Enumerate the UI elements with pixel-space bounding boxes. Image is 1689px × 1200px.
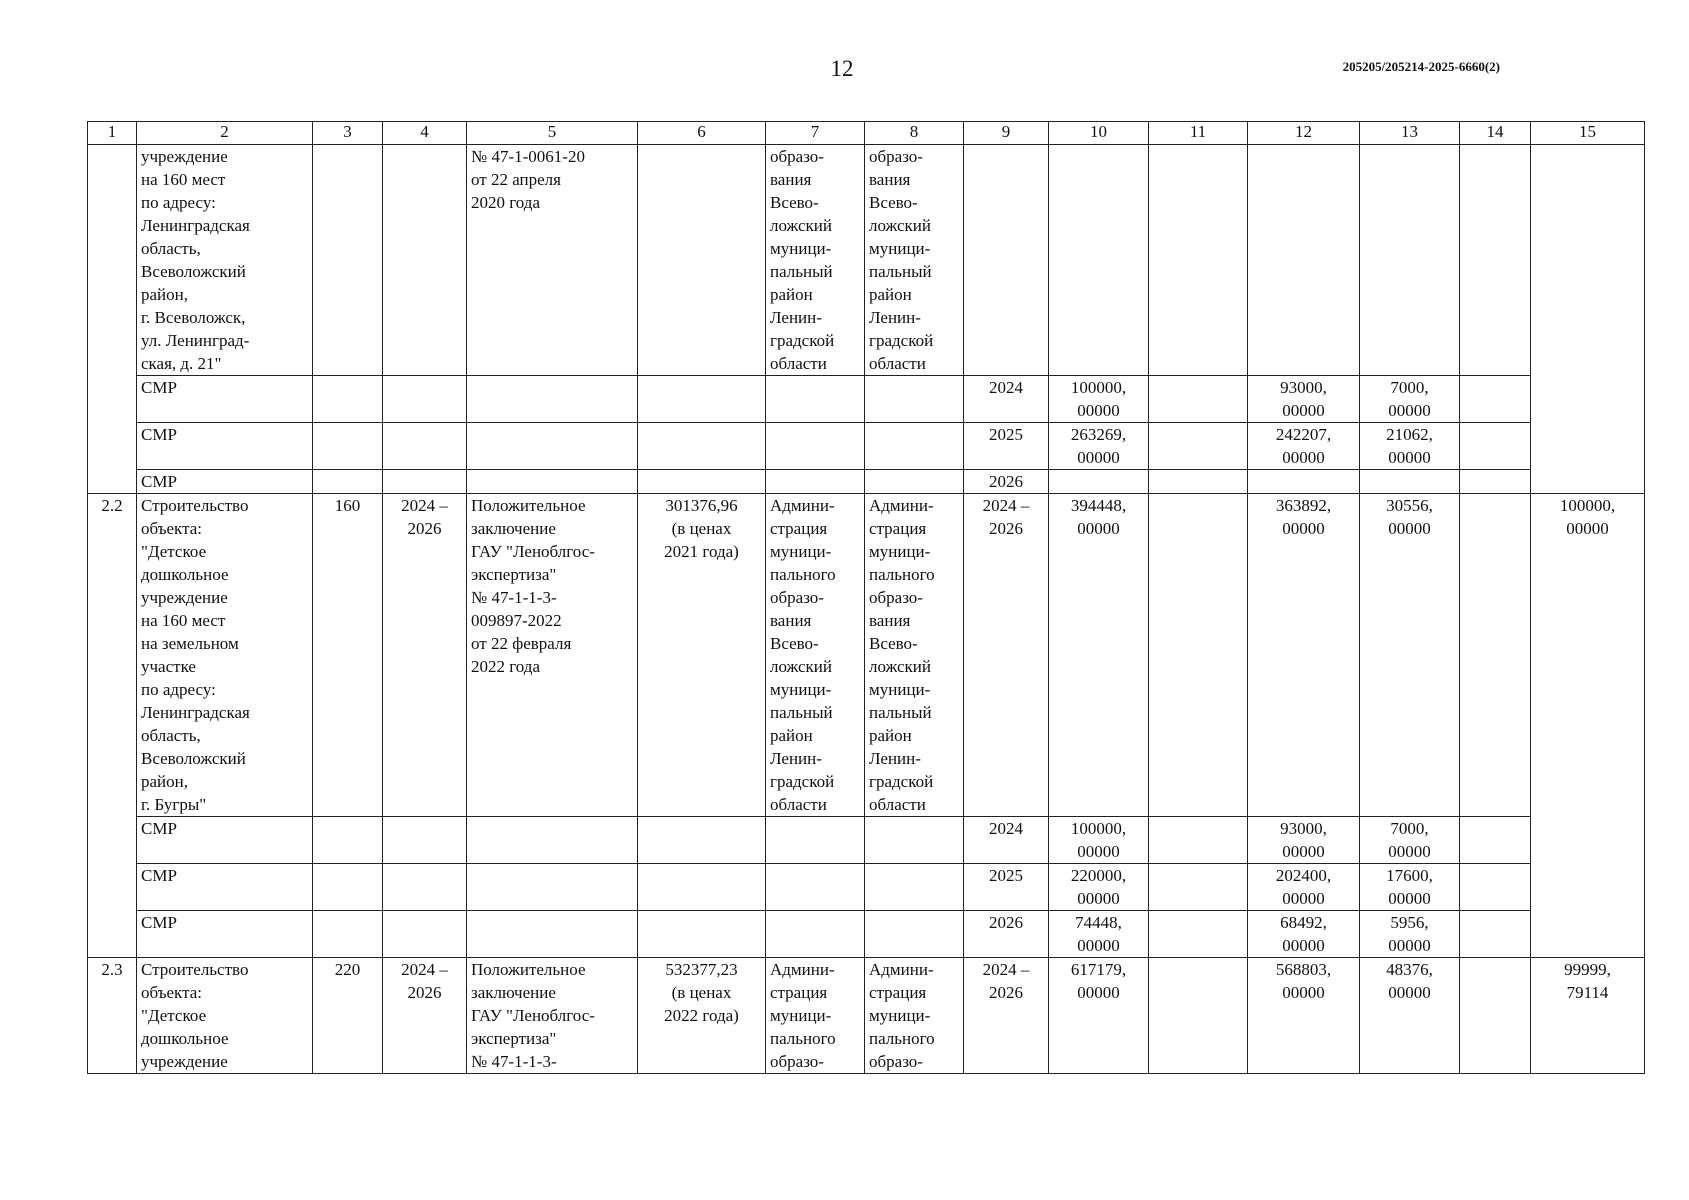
capacity-cell bbox=[313, 145, 383, 376]
total-cell bbox=[1049, 145, 1149, 376]
smr-year: 2024 bbox=[964, 376, 1049, 423]
years-cell: 2024 – 2026 bbox=[964, 958, 1049, 1074]
investment-table bbox=[87, 121, 1645, 1074]
cost-cell: 301376,96 (в ценах 2021 года) bbox=[638, 494, 766, 817]
column-number: 15 bbox=[1531, 122, 1645, 145]
period-cell: 2024 – 2026 bbox=[383, 494, 467, 817]
row-number-cell: 2.3 bbox=[88, 958, 137, 1074]
column-number: 2 bbox=[137, 122, 313, 145]
col14-cell bbox=[1460, 958, 1531, 1074]
smr-col12 bbox=[1248, 470, 1360, 494]
smr-year: 2026 bbox=[964, 911, 1049, 958]
expertise-cell: Положительное заключение ГАУ "Леноблгос- экспертиза" № 47-1-1-3- 009897-2022 от 22 февраля 2022 года bbox=[467, 494, 638, 817]
col15-cell: 99999, 79114 bbox=[1531, 958, 1645, 1074]
expertise-cell: № 47-1-0061-20 от 22 апреля 2020 года bbox=[467, 145, 638, 376]
customer-cell: образо- вания Всево- ложский муници- пальный район Ленин- градской области bbox=[766, 145, 865, 376]
column-number: 14 bbox=[1460, 122, 1531, 145]
smr-col12: 93000, 00000 bbox=[1248, 376, 1360, 423]
column-number: 5 bbox=[467, 122, 638, 145]
object-name-cell: Строительство объекта: "Детское дошкольное учреждение bbox=[137, 958, 313, 1074]
smr-total: 100000, 00000 bbox=[1049, 817, 1149, 864]
expertise-cell: Положительное заключение ГАУ "Леноблгос- экспертиза" № 47-1-1-3- bbox=[467, 958, 638, 1074]
table-row bbox=[88, 494, 1645, 817]
smr-label: СМР bbox=[137, 911, 313, 958]
object-name-cell: учреждение на 160 мест по адресу: Ленинградская область, Всеволожский район, г. Всеволожск, ул. Ленинград- ская, д. 21" bbox=[137, 145, 313, 376]
smr-total: 220000, 00000 bbox=[1049, 864, 1149, 911]
column-number: 3 bbox=[313, 122, 383, 145]
smr-col12: 202400, 00000 bbox=[1248, 864, 1360, 911]
row-number-cell bbox=[88, 145, 137, 494]
smr-total bbox=[1049, 470, 1149, 494]
smr-year: 2025 bbox=[964, 423, 1049, 470]
col11-cell bbox=[1149, 494, 1248, 817]
cost-cell bbox=[638, 145, 766, 376]
years-cell: 2024 – 2026 bbox=[964, 494, 1049, 817]
column-number: 11 bbox=[1149, 122, 1248, 145]
column-number: 8 bbox=[865, 122, 964, 145]
column-number: 4 bbox=[383, 122, 467, 145]
smr-label: СМР bbox=[137, 470, 313, 494]
smr-label: СМР bbox=[137, 376, 313, 423]
smr-year: 2024 bbox=[964, 817, 1049, 864]
document-id: 205205/205214-2025-6660(2) bbox=[1342, 59, 1500, 74]
smr-label: СМР bbox=[137, 423, 313, 470]
smr-col13 bbox=[1360, 470, 1460, 494]
cost-cell: 532377,23 (в ценах 2022 года) bbox=[638, 958, 766, 1074]
col11-cell bbox=[1149, 145, 1248, 376]
smr-col13: 7000, 00000 bbox=[1360, 376, 1460, 423]
period-cell: 2024 – 2026 bbox=[383, 958, 467, 1074]
years-cell bbox=[964, 145, 1049, 376]
smr-row bbox=[88, 423, 1645, 470]
col14-cell bbox=[1460, 494, 1531, 817]
object-name-cell: Строительство объекта: "Детское дошкольное учреждение на 160 мест на земельном участке по адресу: Ленинградская область, Всеволожский район, г. Бугры" bbox=[137, 494, 313, 817]
total-cell: 394448, 00000 bbox=[1049, 494, 1149, 817]
column-number: 12 bbox=[1248, 122, 1360, 145]
column-number: 1 bbox=[88, 122, 137, 145]
col12-cell: 363892, 00000 bbox=[1248, 494, 1360, 817]
period-cell bbox=[383, 145, 467, 376]
column-number: 10 bbox=[1049, 122, 1149, 145]
smr-col12: 68492, 00000 bbox=[1248, 911, 1360, 958]
customer-cell: Админи- страция муници- пального образо- bbox=[766, 958, 865, 1074]
smr-total: 263269, 00000 bbox=[1049, 423, 1149, 470]
page-number: 12 bbox=[830, 56, 854, 81]
col14-cell bbox=[1460, 145, 1531, 376]
column-number: 13 bbox=[1360, 122, 1460, 145]
smr-year: 2025 bbox=[964, 864, 1049, 911]
smr-col12: 93000, 00000 bbox=[1248, 817, 1360, 864]
col13-cell: 30556, 00000 bbox=[1360, 494, 1460, 817]
smr-col12: 242207, 00000 bbox=[1248, 423, 1360, 470]
customer-cell: Админи- страция муници- пального образо- вания Всево- ложский муници- пальный район Ленин- градской области bbox=[766, 494, 865, 817]
col12-cell bbox=[1248, 145, 1360, 376]
smr-col13: 21062, 00000 bbox=[1360, 423, 1460, 470]
smr-row bbox=[88, 470, 1645, 494]
col15-cell: 100000, 00000 bbox=[1531, 494, 1645, 958]
smr-year: 2026 bbox=[964, 470, 1049, 494]
row-number-cell: 2.2 bbox=[88, 494, 137, 958]
developer-cell: Админи- страция муници- пального образо- bbox=[865, 958, 964, 1074]
column-number: 6 bbox=[638, 122, 766, 145]
col11-cell bbox=[1149, 958, 1248, 1074]
col12-cell: 568803, 00000 bbox=[1248, 958, 1360, 1074]
smr-label: СМР bbox=[137, 817, 313, 864]
smr-row bbox=[88, 376, 1645, 423]
total-cell: 617179, 00000 bbox=[1049, 958, 1149, 1074]
column-number: 7 bbox=[766, 122, 865, 145]
col13-cell bbox=[1360, 145, 1460, 376]
table-row bbox=[88, 958, 1645, 1074]
smr-row bbox=[88, 864, 1645, 911]
developer-cell: Админи- страция муници- пального образо- вания Всево- ложский муници- пальный район Ленин- градской области bbox=[865, 494, 964, 817]
smr-total: 74448, 00000 bbox=[1049, 911, 1149, 958]
smr-total: 100000, 00000 bbox=[1049, 376, 1149, 423]
smr-col13: 7000, 00000 bbox=[1360, 817, 1460, 864]
col15-cell bbox=[1531, 145, 1645, 494]
smr-row bbox=[88, 911, 1645, 958]
smr-row bbox=[88, 817, 1645, 864]
smr-label: СМР bbox=[137, 864, 313, 911]
col13-cell: 48376, 00000 bbox=[1360, 958, 1460, 1074]
column-number: 9 bbox=[964, 122, 1049, 145]
smr-col13: 5956, 00000 bbox=[1360, 911, 1460, 958]
column-number-row bbox=[88, 122, 1645, 145]
developer-cell: образо- вания Всево- ложский муници- пальный район Ленин- градской области bbox=[865, 145, 964, 376]
capacity-cell: 160 bbox=[313, 494, 383, 817]
capacity-cell: 220 bbox=[313, 958, 383, 1074]
smr-col13: 17600, 00000 bbox=[1360, 864, 1460, 911]
table-row bbox=[88, 145, 1645, 376]
